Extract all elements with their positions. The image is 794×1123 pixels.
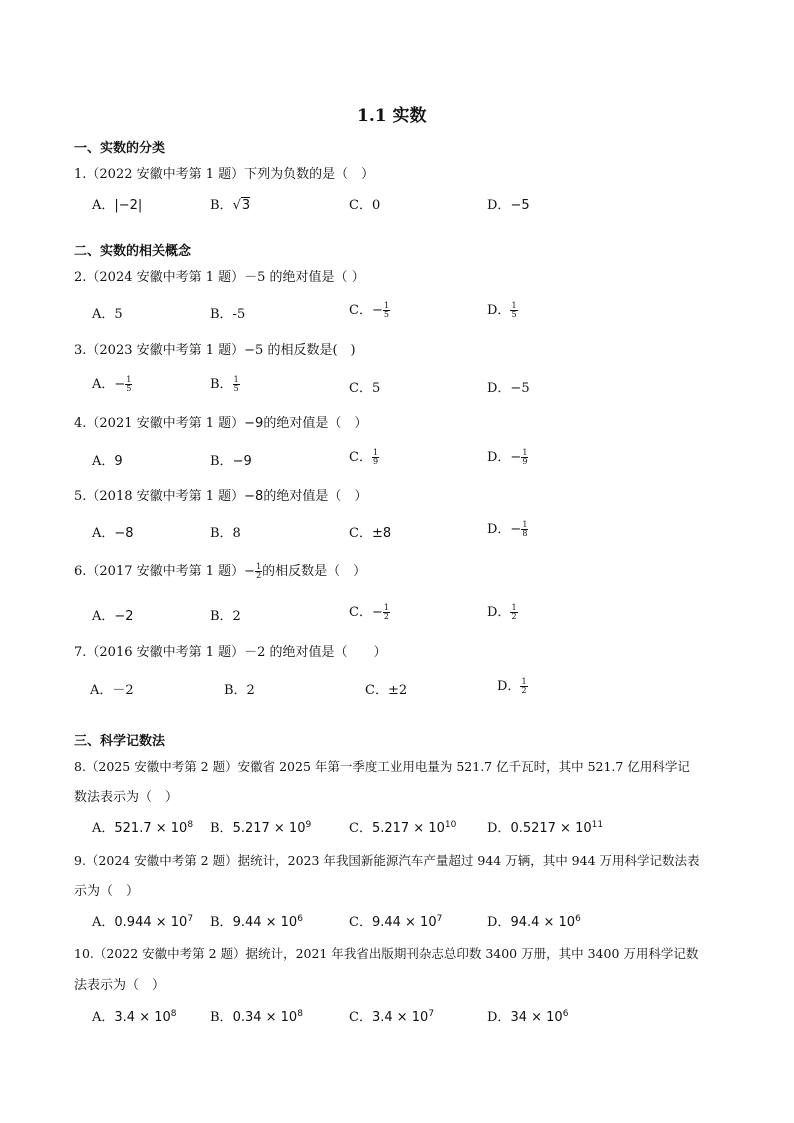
fraction: $\frac{1}{2}$ (521, 677, 527, 695)
question-2-option-a: A．5 (92, 307, 123, 322)
question-10-option-d: D．$34 \times 10^6$ (487, 1009, 569, 1025)
question-1-option-d: D．−5 (487, 198, 530, 213)
question-9-option-d: D．$94.4 \times 10^6$ (487, 914, 581, 930)
question-6-option-a: A．−2 (92, 609, 134, 624)
question-10-option-b: B．$0.34 \times 10^8$ (210, 1009, 303, 1025)
question-4-stem: 4.（2021 安徽中考第 1 题）−9的绝对值是（ ） (74, 416, 368, 431)
question-10-option-c: C．$3.4 \times 10^7$ (349, 1009, 435, 1025)
question-8-option-b: B．$5.217 \times 10^9$ (210, 820, 312, 836)
question-8-option-c: C．$5.217 \times 10^{10}$ (349, 820, 457, 836)
fraction: $\frac{1}{5}$ (233, 375, 239, 393)
question-6-option-d: D． $\frac{1}{2}$ (487, 603, 517, 621)
question-3-option-b: B． $\frac{1}{5}$ (210, 375, 239, 393)
question-7-stem: 7.（2016 安徽中考第 1 题）－2 的绝对值是（ ） (74, 645, 387, 660)
fraction: $\frac{1}{2}$ (383, 603, 389, 621)
question-5-option-d: D．− $\frac{1}{8}$ (487, 520, 528, 538)
question-3-option-c: C．5 (349, 381, 381, 396)
question-7-option-c: C．±2 (365, 683, 408, 698)
fraction: $\frac{1}{9}$ (522, 448, 528, 466)
question-8-option-a: A．$521.7 \times 10^8$ (92, 820, 194, 836)
question-9-option-b: B．$9.44 \times 10^6$ (210, 914, 303, 930)
question-5-option-c: C．±8 (349, 526, 392, 541)
question-4-option-c: C． $\frac{1}{9}$ (349, 448, 379, 466)
question-2-option-c: C．− $\frac{1}{5}$ (349, 301, 389, 319)
section-heading-scientific-notation: 三、科学记数法 (74, 734, 166, 749)
question-4-option-d: D．− $\frac{1}{9}$ (487, 448, 528, 466)
question-2-option-b: B．-5 (210, 307, 246, 322)
fraction: $\frac{1}{8}$ (522, 520, 528, 538)
question-5-stem: 5.（2018 安徽中考第 1 题）−8的绝对值是（ ） (74, 489, 368, 504)
question-7-option-a: A．－2 (90, 683, 134, 698)
fraction: $\frac{1}{2}$ (256, 562, 262, 580)
question-6-option-c: C．− $\frac{1}{2}$ (349, 603, 389, 621)
question-1-option-c: C．0 (349, 198, 381, 213)
fraction: $\frac{1}{9}$ (372, 448, 379, 466)
question-3-stem: 3.（2023 安徽中考第 1 题）−5 的相反数是( ) (74, 343, 356, 358)
question-9-option-a: A．$0.944 \times 10^7$ (92, 914, 194, 930)
question-10-stem-line-1: 10.（2022 安徽中考第 2 题）据统计，2021 年我省出版期刊杂志总印数 3400 万册，其中 3400 万用科学记数 (74, 946, 699, 961)
fraction: $\frac{1}{5}$ (126, 375, 132, 393)
question-10-option-a: A．$3.4 \times 10^8$ (92, 1009, 177, 1025)
question-1-stem: 1.（2022 安徽中考第 1 题）下列为负数的是（ ） (74, 167, 375, 182)
question-8-stem-line-1: 8.（2025 安徽中考第 2 题）安徽省 2025 年第一季度工业用电量为 521.7 亿千瓦时，其中 521.7 亿用科学记 (74, 759, 690, 774)
page-title: 1.1 实数 (357, 106, 427, 126)
question-7-option-b: B．2 (224, 683, 255, 698)
section-heading-classification: 一、实数的分类 (74, 141, 166, 156)
fraction: $\frac{1}{5}$ (511, 301, 517, 319)
fraction: $\frac{1}{5}$ (383, 301, 389, 319)
question-8-option-d: D．$0.5217 \times 10^{11}$ (487, 820, 604, 836)
question-1-option-a: A．|−2| (92, 198, 143, 213)
question-9-stem-line-1: 9.（2024 安徽中考第 2 题）据统计，2023 年我国新能源汽车产量超过 944 万辆，其中 944 万用科学记数法表 (74, 853, 700, 868)
question-4-option-a: A．9 (92, 454, 123, 469)
question-4-option-b: B．−9 (210, 454, 252, 469)
question-9-stem-line-2: 示为（ ） (74, 884, 140, 899)
question-9-option-c: C．$9.44 \times 10^7$ (349, 914, 443, 930)
question-1-option-b: B．√3 (210, 198, 251, 213)
question-6-option-b: B．2 (210, 609, 241, 624)
question-5-option-b: B．8 (210, 526, 241, 541)
section-heading-concepts: 二、实数的相关概念 (74, 244, 192, 259)
question-10-stem-line-2: 法表示为（ ） (74, 978, 166, 993)
question-5-option-a: A．−8 (92, 526, 134, 541)
question-3-option-a: A．− $\frac{1}{5}$ (92, 375, 132, 393)
sqrt-symbol: √3 (232, 198, 251, 213)
question-3-option-d: D．−5 (487, 381, 530, 396)
question-8-stem-line-2: 数法表示为（ ） (74, 790, 179, 805)
question-2-option-d: D． $\frac{1}{5}$ (487, 301, 517, 319)
question-6-stem: 6.（2017 安徽中考第 1 题）− $\frac{1}{2}$ 的相反数是（ ） (74, 562, 367, 580)
fraction: $\frac{1}{2}$ (511, 603, 517, 621)
question-7-option-d: D． $\frac{1}{2}$ (497, 677, 527, 695)
question-2-stem: 2.（2024 安徽中考第 1 题）－5 的绝对值是（ ） (74, 270, 365, 285)
